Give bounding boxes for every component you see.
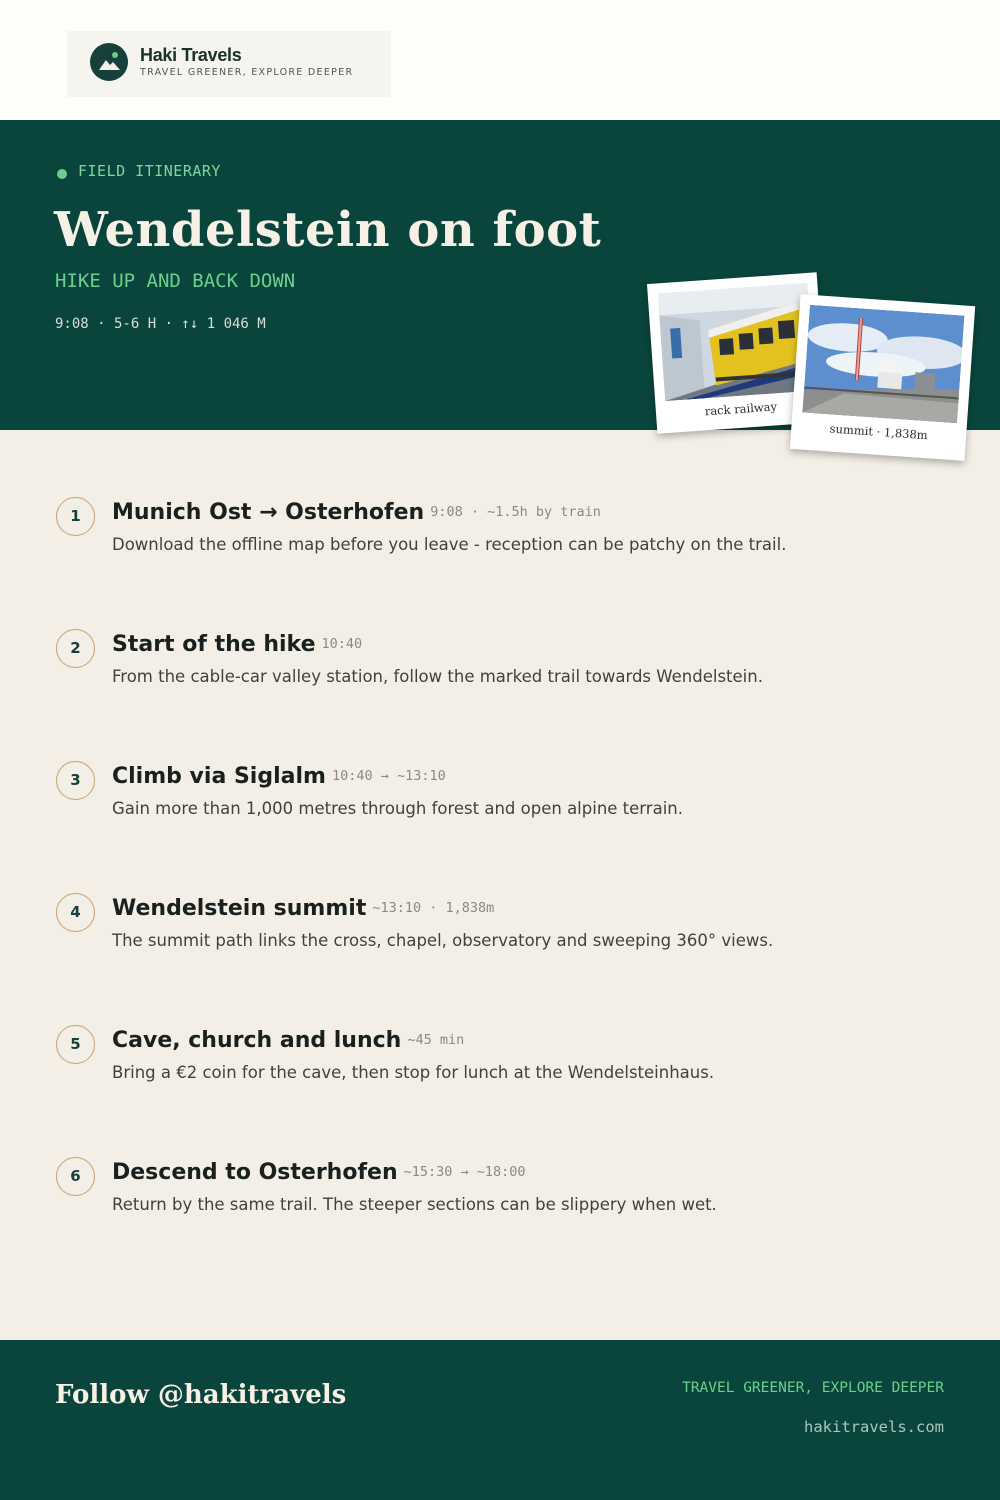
step-description: Download the offline map before you leave - reception can be patchy on the trail. — [112, 535, 787, 554]
summit-image — [802, 305, 964, 424]
step-header — [112, 500, 601, 525]
step-time: 10:40 — [321, 636, 363, 652]
rack-railway-image — [658, 283, 815, 401]
step-description: Bring a €2 coin for the cave, then stop for lunch at the Wendelsteinhaus. — [112, 1063, 715, 1082]
itinerary-list — [0, 430, 1000, 1340]
list-item — [0, 893, 1000, 983]
step-number: 2 — [56, 629, 95, 668]
step-header — [112, 1160, 526, 1185]
hero-subtitle: HIKE UP AND BACK DOWN — [55, 270, 296, 292]
step-title: Wendelstein summit — [112, 896, 367, 921]
step-description: Return by the same trail. The steeper sections can be slippery when wet. — [112, 1195, 717, 1214]
mountain-icon — [90, 43, 128, 81]
hero-meta: 9:08 · 5-6 H · ↑↓ 1 046 M — [55, 316, 266, 332]
step-time: ~15:30 → ~18:00 — [403, 1164, 526, 1180]
social-handle-link[interactable]: Follow @hakitravels — [55, 1380, 347, 1410]
hero-kicker: FIELD ITINERARY — [78, 162, 221, 180]
step-title: Munich Ost → Osterhofen — [112, 500, 425, 525]
brand-tagline: TRAVEL GREENER, EXPLORE DEEPER — [140, 67, 354, 78]
website-link[interactable]: hakitravels.com — [804, 1418, 944, 1436]
brand-name: Haki Travels — [140, 45, 242, 65]
list-item — [0, 629, 1000, 719]
step-header — [112, 632, 362, 657]
list-item — [0, 761, 1000, 851]
footer-tagline: TRAVEL GREENER, EXPLORE DEEPER — [682, 1380, 944, 1396]
step-time: ~45 min — [407, 1032, 465, 1048]
step-time: 10:40 → ~13:10 — [331, 768, 446, 784]
step-title: Cave, church and lunch — [112, 1028, 402, 1053]
photo-caption: summit · 1,838m — [829, 421, 929, 443]
step-time: 9:08 · ~1.5h by train — [430, 504, 601, 520]
top-bar — [0, 0, 1000, 120]
step-description: From the cable-car valley station, follow the marked trail towards Wendelstein. — [112, 667, 763, 686]
step-description: Gain more than 1,000 metres through forest and open alpine terrain. — [112, 799, 683, 818]
step-description: The summit path links the cross, chapel, observatory and sweeping 360° views. — [112, 931, 774, 950]
photo-caption: rack railway — [704, 399, 778, 419]
list-item — [0, 1157, 1000, 1247]
step-title: Start of the hike — [112, 632, 316, 657]
list-item — [0, 497, 1000, 587]
step-number: 5 — [56, 1025, 95, 1064]
status-dot — [57, 169, 67, 179]
page-title: Wendelstein on foot — [54, 202, 602, 258]
brand-logo[interactable] — [67, 31, 391, 97]
step-number: 3 — [56, 761, 95, 800]
hero-banner — [0, 120, 1000, 443]
footer — [0, 1340, 1000, 1500]
step-number: 1 — [56, 497, 95, 536]
step-header — [112, 1028, 464, 1053]
step-header — [112, 764, 446, 789]
step-number: 4 — [56, 893, 95, 932]
step-title: Climb via Siglalm — [112, 764, 326, 789]
step-number: 6 — [56, 1157, 95, 1196]
step-header — [112, 896, 494, 921]
step-time: ~13:10 · 1,838m — [372, 900, 495, 916]
step-title: Descend to Osterhofen — [112, 1160, 398, 1185]
list-item — [0, 1025, 1000, 1115]
